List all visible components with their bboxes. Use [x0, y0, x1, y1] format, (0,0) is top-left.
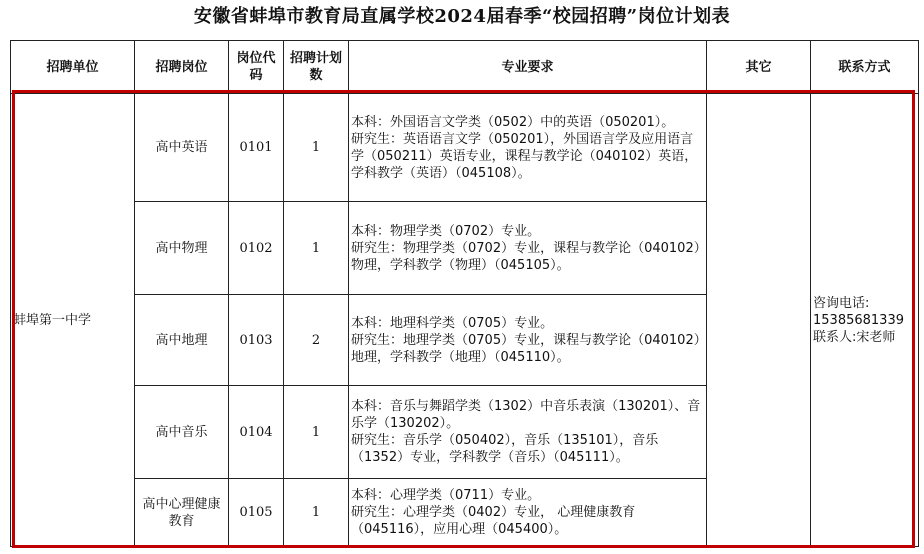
page-title: 安徽省蚌埠市教育局直属学校2024届春季“校园招聘”岗位计划表: [193, 6, 731, 27]
code-cell: 0105: [229, 479, 284, 547]
code-cell: 0103: [229, 295, 284, 386]
requirement-cell: [349, 202, 707, 295]
requirement-graduate: 研究生：英语语言文学（050201），外国语言学及应用语言学（050211）英语专业，课程与教学论（040102）英语，学科教学（英语）（045108）。: [351, 131, 698, 181]
code-cell: 0102: [229, 202, 284, 295]
requirement-graduate: 研究生：心理学类（0402）专业， 心理健康教育（045116），应用心理（045400）。: [351, 505, 636, 537]
requirement-undergrad: 本科：外国语言文学类（0502）中的英语（050201）。: [351, 114, 675, 130]
contact-cell: [811, 94, 919, 547]
contact-person: 联系人:宋老师: [813, 329, 896, 345]
contact-phone-label: 咨询电话:: [813, 295, 870, 311]
code-cell: 0104: [229, 386, 284, 479]
position-cell: 高中物理: [135, 202, 229, 295]
position-cell: 高中地理: [135, 295, 229, 386]
header-contact: 联系方式: [811, 41, 919, 94]
header-count: 招聘计划数: [284, 41, 349, 94]
count-cell: 1: [284, 386, 349, 479]
recruitment-plan-table: [10, 40, 919, 547]
count-cell: 1: [284, 479, 349, 547]
requirement-undergrad: 本科：音乐与舞蹈学类（1302）中音乐表演（130201）、音乐学（130202）。: [351, 399, 701, 431]
position-cell: 高中音乐: [135, 386, 229, 479]
code-cell: 0101: [229, 94, 284, 202]
table-row: [11, 94, 919, 202]
requirement-cell: [349, 94, 707, 202]
count-cell: 1: [284, 94, 349, 202]
other-cell: [707, 94, 811, 547]
requirement-cell: [349, 295, 707, 386]
requirement-undergrad: 本科：心理学类（0711）专业。: [351, 488, 541, 503]
position-cell: 高中心理健康教育: [135, 479, 229, 547]
table-header-row: [11, 41, 919, 94]
requirement-cell: [349, 479, 707, 547]
requirement-cell: [349, 386, 707, 479]
header-other: 其它: [707, 41, 811, 94]
requirement-undergrad: 本科：地理科学类（0705）专业。: [351, 315, 554, 331]
position-cell: 高中英语: [135, 94, 229, 202]
requirement-undergrad: 本科：物理学类（0702）专业。: [351, 223, 541, 239]
contact-phone-number: 15385681339: [813, 312, 904, 328]
header-requirement: 专业要求: [349, 41, 707, 94]
header-position: 招聘岗位: [135, 41, 229, 94]
requirement-graduate: 研究生：物理学类（0702）专业，课程与教学论（040102）物理，学科教学（物理）（045105）。: [351, 240, 701, 273]
count-cell: 1: [284, 202, 349, 295]
header-code: 岗位代码: [229, 41, 284, 94]
requirement-graduate: 研究生：音乐学（050402），音乐（135101），音乐（1352）专业，学科教学（音乐）（045111）。: [351, 433, 659, 465]
count-cell: 2: [284, 295, 349, 386]
requirement-graduate: 研究生：地理学类（0705）专业，课程与教学论（040102）地理，学科教学（地理）（045110）。: [351, 332, 701, 365]
unit-cell: 蚌埠第一中学: [11, 94, 135, 547]
header-unit: 招聘单位: [11, 41, 135, 94]
